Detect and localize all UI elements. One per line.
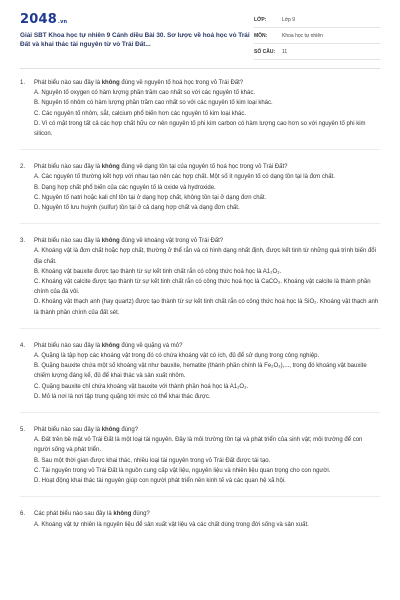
answer-option: B. Khoáng vật bauxite được tạo thành từ sự kết tinh chất rắn có công thức hoá học là A1₂O₃.	[34, 268, 282, 275]
answer-option: C. Tài nguyên trong vỏ Trái Đất là nguồn cung cấp vật liệu, nguyên liệu và nhiên liệu quan trọng cho con người.	[34, 467, 331, 474]
stem-post: đúng?	[131, 511, 150, 518]
question-number: 2.	[20, 164, 26, 171]
question-item	[20, 78, 380, 139]
answer-option: A. Quặng là tập hợp các khoáng vật trong đó có chứa khoáng vật có ích, đủ để sử dụng trong công nghiệp.	[34, 353, 320, 360]
question-text	[34, 236, 380, 246]
answer-option: B. Dạng hợp chất phổ biến của các nguyên tố là oxide và hydroxide.	[34, 184, 216, 191]
meta-subject-value: Khoa học tự nhiên	[282, 32, 323, 39]
question-item	[20, 425, 380, 486]
answer-option: D. Hoạt động khai thác tài nguyên giúp con người phát triển nền kinh tế và các quan hệ xã hội.	[34, 478, 286, 485]
question-divider	[20, 412, 380, 413]
answer-option: C. Các nguyên tố nhôm, sắt, calcium phổ biến hơn các nguyên tố kim loại khác.	[34, 110, 247, 117]
question-item	[20, 236, 380, 318]
stem-pre: Phát biểu nào sau đây là	[34, 342, 102, 349]
answer-option: D. Mỏ là nơi là nơi tập trung quặng tới mức có thể khai thác được.	[34, 393, 211, 400]
meta-count-value: 11	[282, 48, 288, 55]
question-item	[20, 509, 380, 529]
answer-option: B. Sau một thời gian được khai thác, nhiều loại tài nguyên trong vỏ Trái Đất được tái tạo.	[34, 457, 271, 464]
answer-option: D. Khoáng vật thạch anh (hay quartz) được tạo thành từ sự kết tinh chất rắn có công thức hoá học là SiO₂. Khoáng vật thạch anh là thành phần chính của đất sét.	[34, 299, 379, 316]
document-title: Giải SBT Khoa học tự nhiên 9 Cánh diều Bài 30. Sơ lược về hoá học vỏ Trái Đất và khai thác tài nguyên từ vỏ Trái Đất...	[20, 32, 250, 48]
answer-option: A. Khoáng vật tự nhiên là nguyên liệu để sản xuất vật liệu và các chất dùng trong đời sống và sản xuất.	[34, 521, 309, 528]
answer-option: D. Vì có mặt trong tất cả các hợp chất hữu cơ nên nguyên tố phi kim carbon có hàm lượng cao hơn so với nguyên tố phi kim silicon.	[34, 120, 366, 138]
question-text	[34, 509, 380, 519]
question-list	[20, 78, 380, 530]
answer-option: D. Nguyên tố lưu huỳnh (sulfur) tồn tại ở cả dạng hợp chất và dạng đơn chất.	[34, 205, 240, 212]
answer-option: C. Nguyên tố natri hoặc kali chỉ tồn tại ở dạng hợp chất, không tồn tại ở dạng đơn chất.	[34, 194, 267, 201]
stem-post: đúng về nguyên tố hoá học trong vỏ Trái Đất?	[119, 80, 244, 86]
logo-main: 2048	[20, 12, 57, 27]
question-number: 6.	[20, 511, 26, 518]
answer-option: B. Quặng bauxite chứa một số khoáng vật như bauxite, hematite (thành phần chính là Fe₂O₃),..., trong đó khoáng vật bauxite chiếm lượng đáng kể, đủ để khai thác và sản xuất nhôm.	[34, 363, 367, 380]
stem-keyword: không	[101, 427, 120, 434]
logo-suffix: .vn	[57, 19, 68, 25]
answer-option: A. Nguyên tố oxygen có hàm lượng phần trăm cao nhất so với các nguyên tố khác.	[34, 90, 256, 97]
question-stem	[20, 162, 380, 172]
answer-option: C. Quặng bauxite chỉ chứa khoáng vật bauxite với thành phần hoá học là A1₂O₃.	[34, 383, 249, 390]
question-divider	[20, 223, 380, 224]
question-text	[34, 78, 380, 88]
stem-post: đúng về quặng và mỏ?	[119, 342, 183, 349]
answer-option: B. Nguyên tố nhôm có hàm lượng phần trăm cao nhất so với các nguyên tố kim loại khác.	[34, 100, 273, 107]
question-number: 1.	[20, 80, 26, 86]
question-stem	[20, 425, 380, 435]
meta-class-label: LỚP:	[254, 16, 267, 23]
header-divider	[20, 68, 380, 69]
question-text	[34, 425, 380, 435]
stem-post: đúng?	[119, 427, 139, 434]
stem-post: đúng về dạng tồn tại của nguyên tố hoá học trong vỏ Trái Đất?	[119, 164, 288, 171]
stem-pre: Phát biểu nào sau đây là	[34, 238, 102, 245]
stem-keyword: không	[101, 80, 120, 86]
question-stem	[20, 78, 380, 88]
stem-pre: Phát biểu nào sau đây là	[34, 164, 102, 171]
question-divider	[20, 496, 380, 497]
question-stem	[20, 341, 380, 351]
question-divider	[20, 149, 380, 150]
stem-keyword: không	[113, 511, 132, 518]
site-logo[interactable]	[20, 12, 67, 27]
meta-count-row	[254, 44, 380, 60]
answer-option: C. Khoáng vật calcite được tạo thành từ sự kết tinh chất rắn có công thức hoá học là CaCO₃. Khoáng vật calcite là thành phần chính của đá vôi.	[34, 279, 371, 296]
question-divider	[20, 328, 380, 329]
stem-pre: Phát biểu nào sau đây là	[34, 80, 102, 86]
stem-pre: Các phát biểu nào sau đây là	[34, 511, 114, 518]
stem-keyword: không	[101, 238, 120, 245]
meta-subject-label: MÔN:	[254, 32, 268, 39]
meta-class-row	[254, 12, 380, 28]
question-text	[34, 341, 380, 351]
meta-count-label: SỐ CÂU:	[254, 48, 276, 55]
stem-keyword: không	[101, 342, 120, 349]
stem-post: đúng về khoáng vật trong vỏ Trái Đất?	[119, 238, 224, 245]
stem-keyword: không	[101, 164, 120, 171]
question-item	[20, 162, 380, 213]
question-item	[20, 341, 380, 402]
question-text	[34, 162, 380, 172]
question-stem	[20, 509, 380, 519]
answer-option: A. Đất trên bề mặt vỏ Trái Đất là một loại tài nguyên. Đây là môi trường tồn tại và phát triển của sinh vật; môi trường để con người sống và phát triển.	[34, 437, 363, 454]
stem-pre: Phát biểu nào sau đây là	[34, 427, 102, 434]
question-stem	[20, 236, 380, 246]
question-number: 5.	[20, 427, 26, 434]
answer-option: A. Khoáng vật là đơn chất hoặc hợp chất, thường ở thể rắn và có hình dạng nhất định, được kết tinh từ những quá trình biến đổi địa chất.	[34, 248, 376, 265]
answer-option: A. Các nguyên tố thường kết hợp với nhau tạo nên các hợp chất. Một số ít nguyên tố có dạng tồn tại là đơn chất.	[34, 174, 335, 181]
question-number: 3.	[20, 238, 26, 245]
question-number: 4.	[20, 342, 26, 349]
meta-class-value: Lớp 9	[282, 16, 296, 23]
page-header	[0, 0, 400, 64]
meta-subject-row	[254, 28, 380, 44]
document-meta	[254, 12, 380, 60]
